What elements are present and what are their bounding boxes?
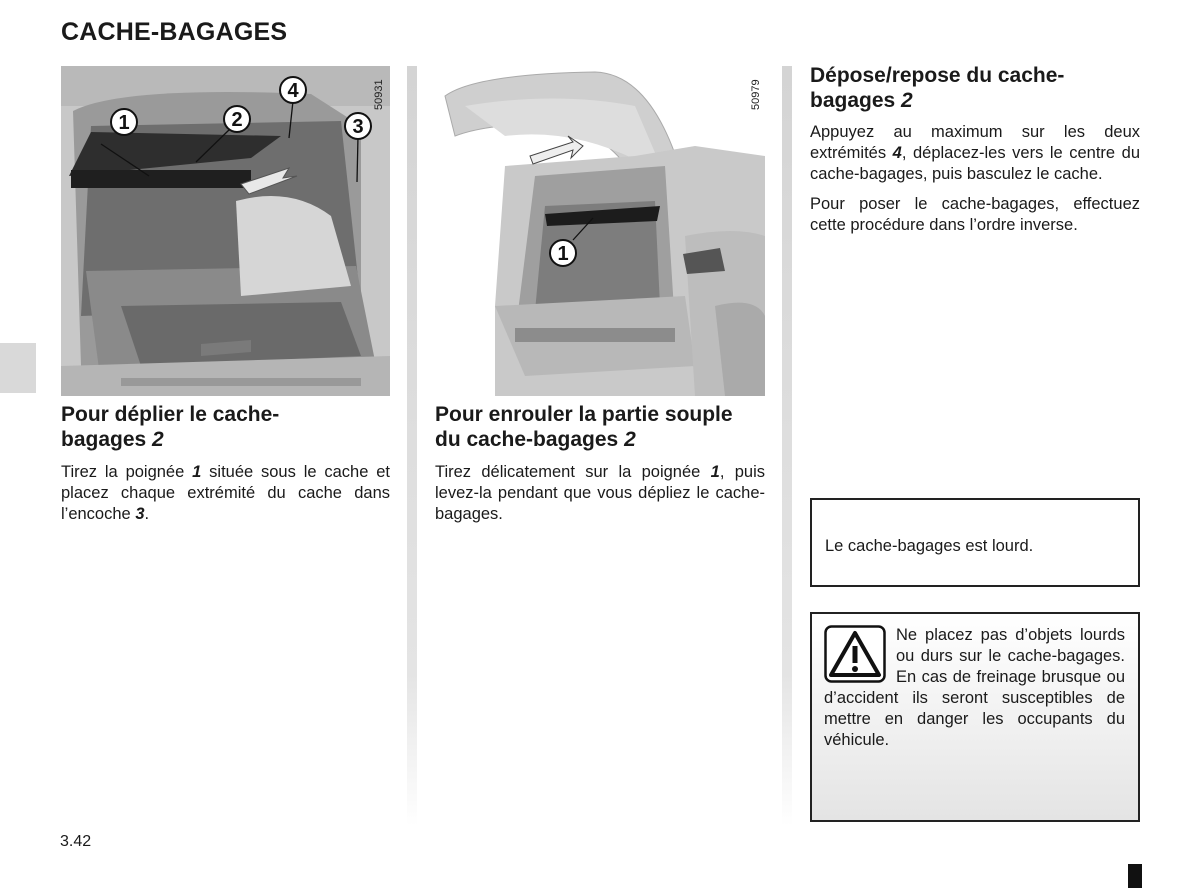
note-box (810, 498, 1140, 587)
suv-rear-drawing (435, 66, 765, 396)
removal-section-heading: Dépose/repose du cache- bagages 2 (810, 64, 1065, 112)
svg-text:3: 3 (352, 116, 364, 138)
chapter-side-tab (0, 343, 36, 393)
svg-text:2: 2 (231, 109, 243, 131)
removal-section (810, 63, 1140, 236)
unfold-section (61, 402, 390, 525)
note-text: Le cache-bagages est lourd. (825, 537, 1034, 555)
callout-marker-3 (345, 113, 371, 139)
unfold-instructions: Tirez la poignée 1 située sous le cache et placez chaque extrémité du cache dans l’encoche 3. (61, 463, 390, 523)
page-edge-marker (1128, 864, 1142, 888)
page-title: CACHE-BAGAGES (61, 18, 288, 46)
warning-box (810, 612, 1140, 822)
callout-marker-1 (550, 240, 576, 266)
column-divider-2 (782, 66, 792, 826)
refit-instructions: Pour poser le cache-bagages, effectuez cette procédure dans l’ordre inverse. (810, 195, 1140, 234)
page-number: 3.42 (60, 833, 92, 850)
svg-text:4: 4 (287, 80, 299, 102)
roll-up-section (435, 402, 765, 525)
roll-up-section-heading: Pour enrouler la partie souple du cache-bagages 2 (435, 403, 733, 451)
figure-reference-number: 50931 (373, 79, 385, 110)
removal-instructions: Appuyez au maximum sur les deux extrémités 4, déplacez-les vers le centre du cache-bagages, puis basculez le cache. (810, 123, 1141, 183)
warning-text: Ne placez pas d’objets lourds ou durs sur le cache-bagages. En cas de freinage brusque ou d’accident ils seront susceptibles de mettre en danger les occupants du véhicule. (824, 626, 1125, 749)
figure-reference-number: 50979 (750, 79, 762, 110)
warning-triangle-icon (824, 625, 886, 683)
trunk-interior-drawing (61, 66, 390, 396)
cargo-cover-unfold-illustration (61, 66, 390, 396)
svg-text:1: 1 (557, 243, 569, 265)
callout-marker-1 (111, 109, 137, 135)
callout-marker-2 (224, 106, 250, 132)
column-divider-1 (407, 66, 417, 826)
cargo-cover-roll-illustration (435, 66, 765, 396)
callout-marker-4 (280, 77, 306, 103)
roll-up-instructions: Tirez délicatement sur la poignée 1, puis levez-la pendant que vous dépliez le cache-bagages. (435, 463, 765, 523)
unfold-section-heading: Pour déplier le cache- bagages 2 (61, 403, 280, 451)
svg-text:1: 1 (118, 112, 130, 134)
